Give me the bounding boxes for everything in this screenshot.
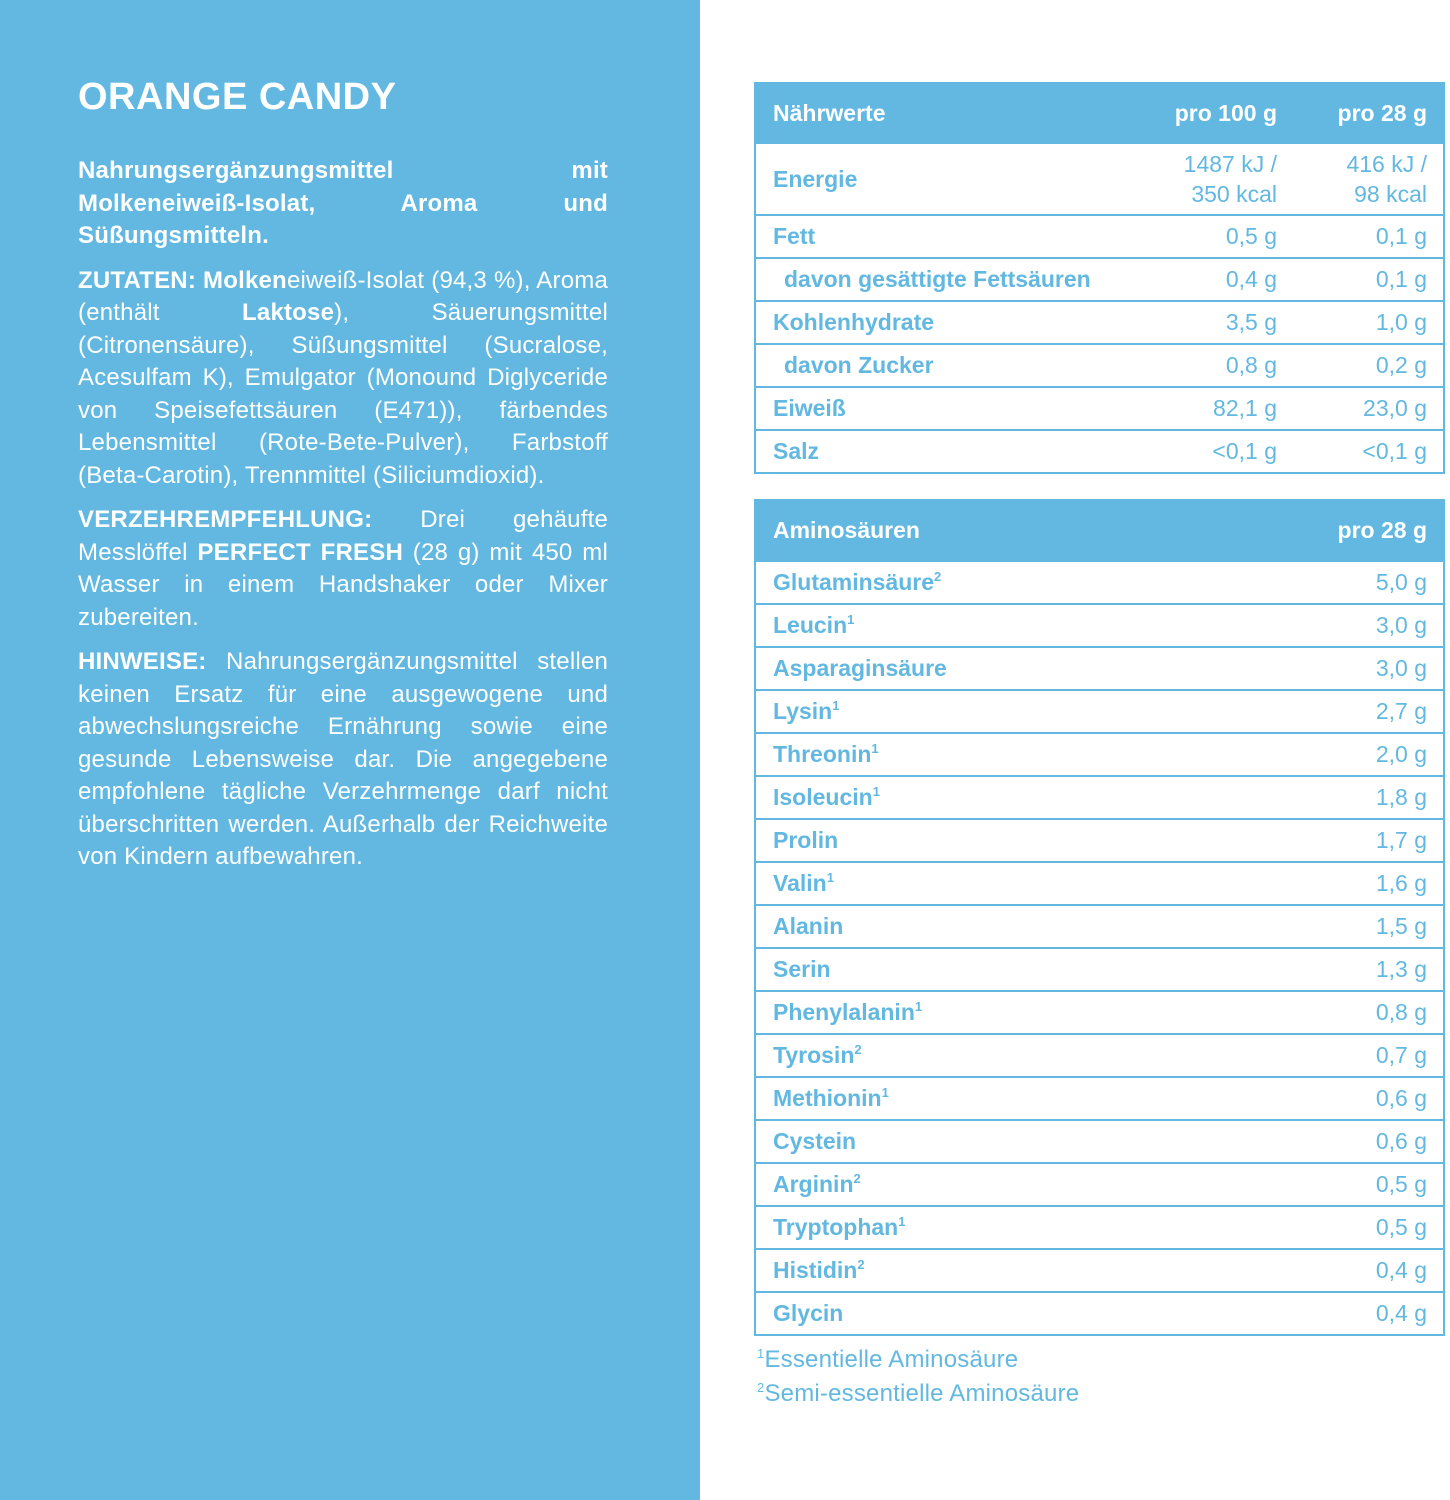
amino-row [756, 990, 1443, 1033]
footnote-marker: 1 [914, 999, 923, 1014]
nutrient-value-per100: 82,1 g [1213, 395, 1277, 421]
amino-name [756, 1171, 1243, 1198]
amino-row [756, 1033, 1443, 1076]
amino-value: 3,0 g [1375, 655, 1427, 681]
nutrition-row [756, 343, 1443, 386]
footnote-marker: 2 [853, 1171, 861, 1186]
amino-label: Histidin [773, 1257, 858, 1283]
ingredients-paragraph [78, 265, 608, 493]
nutrient-value-per100: 3,5 g [1225, 309, 1277, 335]
notes-text: Nahrungsergänzungsmittel stellen keinen Ersatz für eine ausgewogene und abwechslungsreiche Ernährung sowie eine gesunde Lebensweise dar. Die angegebene empfohlene tägliche Verzehrmenge darf nicht überschritten werden. Außerhalb der Reichweite von Kindern aufbewahren. [78, 648, 608, 870]
ingredients-bold-1: Molken [203, 266, 287, 294]
amino-row [756, 947, 1443, 990]
amino-label: Tryptophan [773, 1214, 899, 1240]
nutrition-header-label: Nährwerte [773, 99, 886, 126]
recommendation-bold: PERFECT FRESH [197, 538, 403, 566]
amino-label: Leucin [773, 612, 848, 638]
nutrient-value-per28: 0,1 g [1375, 223, 1427, 249]
footnote-marker: 1 [832, 698, 840, 713]
energy-kcal-per28: 98 kcal [1354, 181, 1427, 207]
amino-row [756, 1205, 1443, 1248]
amino-value: 1,7 g [1375, 827, 1427, 853]
nutrition-row [756, 257, 1443, 300]
ingredients-text-2: ), Säuerungsmittel (Citronensäure), Süßungsmittel (Sucralose, Acesulfam K), Emulgator (Monound Diglyceride von Speisefettsäuren (E471)), färbendes Lebensmittel (Rote-Bete-Pulver), Farbstoff (Beta-Carotin), Trennmittel (Siliciumdioxid). [78, 299, 608, 489]
notes-label: HINWEISE: [78, 648, 207, 675]
nutrient-value-per28: 23,0 g [1363, 395, 1427, 421]
recommendation-text-1: Drei gehäufte Messlöffel [78, 506, 608, 566]
amino-row [756, 818, 1443, 861]
nutrient-value-per100: 0,8 g [1225, 352, 1277, 378]
nutrient-value-per28 [1281, 149, 1443, 209]
amino-name [756, 913, 1243, 940]
amino-row [756, 775, 1443, 818]
amino-table-header [756, 501, 1443, 560]
amino-value: 0,5 g [1375, 1214, 1427, 1240]
amino-label: Valin [773, 870, 827, 896]
amino-label: Cystein [773, 1128, 857, 1154]
amino-value: 2,0 g [1375, 741, 1427, 767]
notes-paragraph [78, 646, 608, 874]
amino-name [756, 1042, 1243, 1069]
nutrient-name: Salz [773, 438, 820, 464]
footnote-semi-essential [757, 1380, 1079, 1408]
nutrient-name: davon Zucker [784, 352, 934, 378]
amino-name [756, 870, 1243, 897]
amino-value: 0,8 g [1375, 999, 1427, 1025]
amino-row [756, 732, 1443, 775]
amino-value: 0,6 g [1375, 1128, 1427, 1154]
footnotes [757, 1346, 1079, 1414]
nutrition-row [756, 214, 1443, 257]
amino-name [756, 698, 1243, 725]
amino-value: 0,4 g [1375, 1300, 1427, 1326]
nutrient-name: Fett [773, 223, 816, 249]
nutrition-row [756, 386, 1443, 429]
nutrient-name: Kohlenhydrate [773, 309, 935, 335]
amino-header-label: Aminosäuren [773, 517, 920, 543]
amino-name [756, 1214, 1243, 1241]
energy-kj-per100: 1487 kJ / [1183, 151, 1277, 177]
amino-row [756, 1162, 1443, 1205]
info-panel-content [78, 76, 608, 886]
recommendation-text-2: (28 g) mit 450 ml Wasser in einem Handshaker oder Mixer zubereiten. [78, 538, 608, 631]
amino-row [756, 1248, 1443, 1291]
amino-header-per28: pro 28 g [1337, 517, 1427, 543]
amino-name [756, 784, 1243, 811]
nutrient-name: Eiweiß [773, 395, 846, 421]
amino-value: 0,4 g [1375, 1257, 1427, 1283]
amino-row [756, 1291, 1443, 1334]
product-subtitle: Nahrungsergänzungsmittel mit Molkeneiweiß-Isolat, Aroma und Süßungsmitteln. [78, 157, 608, 249]
footnote-text: Semi-essentielle Aminosäure [764, 1380, 1080, 1407]
ingredients-text-1: eiweiß-Isolat (94,3 %), Aroma (enthält [78, 266, 608, 326]
footnote-marker: 1 [872, 784, 880, 799]
amino-label: Lysin [773, 698, 833, 724]
nutrition-row [756, 300, 1443, 343]
amino-label: Methionin [773, 1085, 882, 1111]
recommendation-paragraph [78, 504, 608, 634]
amino-label: Prolin [773, 827, 839, 853]
amino-label: Isoleucin [773, 784, 873, 810]
nutrient-value-per100 [1121, 149, 1281, 209]
energy-kcal-per100: 350 kcal [1191, 181, 1277, 207]
nutrition-header-per100: pro 100 g [1174, 99, 1277, 126]
amino-label: Asparaginsäure [773, 655, 947, 681]
amino-label: Arginin [773, 1171, 854, 1197]
nutrient-name: Energie [773, 165, 858, 192]
amino-row [756, 904, 1443, 947]
amino-name [756, 999, 1243, 1026]
amino-row [756, 1076, 1443, 1119]
amino-name [756, 569, 1243, 596]
amino-value: 0,5 g [1375, 1171, 1427, 1197]
amino-value: 1,6 g [1375, 870, 1427, 896]
amino-row [756, 689, 1443, 732]
footnote-mark: 2 [757, 1380, 765, 1395]
amino-row [756, 646, 1443, 689]
nutrient-value-per100: 0,4 g [1225, 266, 1277, 292]
amino-label: Alanin [773, 913, 844, 939]
nutrition-row-energy [756, 142, 1443, 214]
amino-name [756, 655, 1243, 682]
amino-row [756, 560, 1443, 603]
footnote-marker: 2 [857, 1257, 865, 1272]
amino-value: 0,7 g [1375, 1042, 1427, 1068]
footnote-marker: 1 [871, 741, 879, 756]
amino-row [756, 1119, 1443, 1162]
footnote-marker: 2 [934, 569, 942, 584]
footnote-mark: 1 [757, 1346, 765, 1361]
amino-name [756, 612, 1243, 639]
info-panel [0, 0, 700, 1500]
amino-name [756, 741, 1243, 768]
footnote-essential [757, 1346, 1079, 1374]
nutrient-value-per100: <0,1 g [1212, 438, 1277, 464]
energy-kj-per28: 416 kJ / [1346, 151, 1427, 177]
product-title: ORANGE CANDY [78, 76, 397, 118]
amino-row [756, 861, 1443, 904]
amino-name [756, 1257, 1243, 1284]
amino-name [756, 827, 1243, 854]
nutrient-value-per28: <0,1 g [1362, 438, 1427, 464]
nutrition-header-per28: pro 28 g [1337, 99, 1427, 126]
amino-label: Tyrosin [773, 1042, 855, 1068]
amino-value: 5,0 g [1375, 569, 1427, 595]
footnote-text: Essentielle Aminosäure [764, 1346, 1019, 1373]
nutrient-name: davon gesättigte Fettsäuren [784, 266, 1091, 292]
amino-label: Threonin [773, 741, 872, 767]
amino-value: 2,7 g [1375, 698, 1427, 724]
amino-label: Glycin [773, 1300, 844, 1326]
nutrient-value-per28: 1,0 g [1375, 309, 1427, 335]
footnote-marker: 1 [898, 1214, 906, 1229]
amino-row [756, 603, 1443, 646]
ingredients-label: ZUTATEN: [78, 266, 197, 294]
amino-name [756, 1085, 1243, 1112]
footnote-marker: 1 [826, 870, 834, 885]
nutrition-table [754, 82, 1445, 474]
amino-name [756, 956, 1243, 983]
ingredients-bold-2: Laktose [242, 299, 335, 326]
amino-value: 1,3 g [1375, 956, 1427, 982]
amino-value: 3,0 g [1375, 612, 1427, 638]
amino-label: Phenylalanin [773, 999, 915, 1025]
nutrition-row [756, 429, 1443, 472]
amino-label: Glutaminsäure [773, 569, 935, 595]
amino-label: Serin [773, 956, 831, 982]
footnote-marker: 1 [881, 1085, 889, 1100]
nutrition-table-header [756, 84, 1443, 142]
amino-value: 1,8 g [1375, 784, 1427, 810]
nutrient-value-per28: 0,1 g [1375, 266, 1427, 292]
amino-value: 0,6 g [1375, 1085, 1427, 1111]
amino-name [756, 1300, 1243, 1327]
amino-value: 1,5 g [1375, 913, 1427, 939]
amino-name [756, 1128, 1243, 1155]
amino-acid-table [754, 499, 1445, 1336]
recommendation-label: VERZEHREMPFEHLUNG: [78, 506, 373, 533]
footnote-marker: 2 [854, 1042, 862, 1057]
nutrient-value-per100: 0,5 g [1225, 223, 1277, 249]
footnote-marker: 1 [847, 612, 855, 627]
nutrient-value-per28: 0,2 g [1375, 352, 1427, 378]
